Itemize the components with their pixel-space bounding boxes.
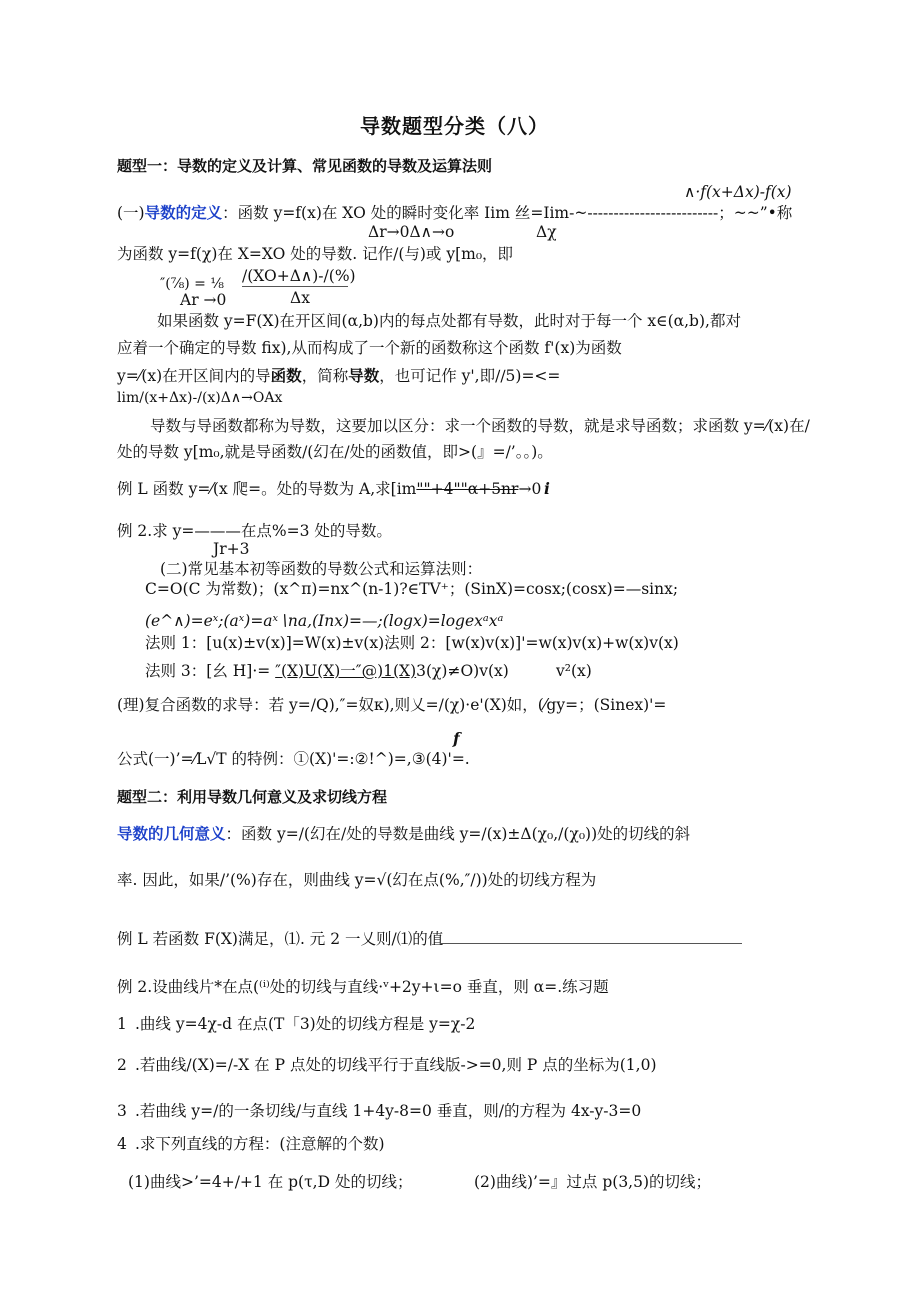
fraction-left-subscript: Ar →0 — [180, 291, 227, 309]
paragraph2-line4: lim/(x+Δx)-/(x)Δ∧→OAx — [117, 390, 283, 406]
paragraph2-line3 — [117, 366, 560, 386]
definition-line2: 为函数 y=f(χ)在 X=XO 处的导数. 记作/(与)或 y[m₀，即 — [117, 245, 514, 263]
q4-number: 4 — [117, 1135, 127, 1153]
p2-l3-d: 导数 — [348, 366, 380, 385]
p2-l3-c: ，简称 — [301, 367, 349, 385]
formula-line2: (e^∧)=eˣ;(aˣ)=aˣ∖na,(Inx)=—;(logx)=logexᵃxᵃ — [145, 612, 504, 630]
example1-b: ""+4""α+5nr — [416, 480, 519, 498]
rule-line1: 法则 1：[u(x)±v(x)]=W(x)±v(x)法则 2：[w(x)v(x)]'=w(x)v(x)+w(x)v(x) — [145, 634, 679, 652]
p2-l3-a: y=⁄(x)在开区间内的导 — [117, 367, 271, 385]
q3-number: 3 — [117, 1102, 127, 1120]
example1-i: i — [544, 479, 550, 498]
geometric-line2: 率. 因此，如果/’(%)存在，则曲线 y=√(幻在点(%,″/))处的切线方程为 — [117, 871, 597, 889]
fraction-numerator: /(XO+Δ∧)-/(%) — [242, 267, 356, 285]
section2-heading: 题型二：利用导数几何意义及求切线方程 — [117, 788, 388, 806]
definition-subscript-right: Δχ — [536, 223, 557, 241]
example2-line: 例 2.求 y=———在点%=3 处的导数。 — [117, 522, 392, 540]
rule3-a: 法则 3：[幺 H]·= — [145, 662, 276, 680]
q1-number: 1 — [117, 1015, 127, 1033]
p2-l3-b: 函数 — [270, 366, 302, 385]
example1-a: 例 L 函数 y=⁄(x 爬=。处的导数为 A,求[im — [117, 480, 417, 498]
fraction-denominator: Δx — [290, 289, 310, 307]
definition-line — [117, 203, 792, 223]
definition-prefix: (一) — [117, 204, 145, 222]
example1-c: →0 — [518, 480, 542, 498]
f-mark: f — [453, 729, 460, 748]
rule3-c: 3(χ)≠O)v(x) — [416, 662, 509, 680]
s2-example1: 例 L 若函数 F(X)满足，⑴. 元 2 一乂则/⑴的值 — [117, 930, 444, 948]
formula-special-line: 公式(一)’=⁄L√T 的特例：①(X)'=:②!^)=,③(4)'=. — [117, 750, 470, 768]
rule3-denominator: v²(x) — [556, 662, 592, 680]
paragraph2-line1: 如果函数 y=F(X)在开区间(α,b)内的每点处都有导数，此时对于每一个 x∈(α,b),都对 — [157, 312, 741, 330]
answer-blank-line — [440, 943, 742, 944]
s2-example2: 例 2.设曲线片*在点(⁽ⁱ⁾处的切线与直线·ᵛ+2y+ι=o 垂直，则 α=.练习题 — [117, 978, 609, 996]
q3-text: .若曲线 y=/的一条切线/与直线 1+4y-8=0 垂直，则/的方程为 4x-y-3=0 — [135, 1102, 642, 1120]
example2-denominator: Jr+3 — [213, 540, 250, 558]
geometric-label: 导数的几何意义 — [117, 825, 226, 843]
paragraph2-line2: 应着一个确定的导数 fix),从而构成了一个新的函数称这个函数 f'(x)为函数 — [117, 339, 622, 357]
definition-label: 导数的定义 — [144, 204, 223, 222]
section1-heading: 题型一：导数的定义及计算、常见函数的导数及运算法则 — [117, 157, 493, 175]
definition-subscript: Δr→0Δ∧→o — [368, 223, 455, 241]
p2-l3-e: ，也可记作 y',即∕∕5)=<= — [379, 367, 561, 385]
geometric-meaning-line — [117, 824, 690, 844]
q2-text: .若曲线/(X)=/-X 在 P 点处的切线平行于直线版->=0,则 P 点的坐标为(1,0) — [135, 1056, 657, 1074]
q4-part1: (1)曲线>’=4+/+1 在 p(τ,D 处的切线； — [128, 1173, 413, 1191]
paragraph3-line1: 导数与导函数都称为导数，这要加以区分：求一个函数的导数，就是求导函数；求函数 y=⁄(x)在/ — [150, 417, 810, 435]
fraction-bar — [242, 286, 348, 287]
example1-line — [117, 479, 541, 499]
definition-formula-top: ∧·f(x+Δx)-f(x) — [684, 183, 792, 201]
definition-colon: ： — [222, 204, 238, 222]
q2-number: 2 — [117, 1056, 127, 1074]
geometric-text: 函数 y=/(幻在/处的导数是曲线 y=/(x)±Δ(χ₀,/(χ₀))处的切线的斜 — [241, 825, 691, 843]
q1-text: .曲线 y=4χ-d 在点(T「3)处的切线方程是 y=χ-2 — [135, 1015, 476, 1033]
composite-line: (理)复合函数的求导：若 y=/Q),″=奴κ),则乂=/(χ)·e'(X)如，(⁄gy=；(Sinex)'= — [117, 696, 667, 714]
formula-line1: C=O(C 为常数)；(x^π)=nx^(n-1)?∈TV⁺；(SinX)=cosx;(cosx)=—sinx; — [145, 580, 679, 598]
paragraph3-line2: 处的导数 y[m₀,就是导函数/(幻在/处的函数值，即>(』=/’。。)。 — [117, 443, 553, 461]
q4-text: .求下列直线的方程：(注意解的个数) — [135, 1135, 385, 1153]
rule3-b: ″(X)U(X)一″@)1(X) — [275, 662, 417, 680]
subsection2-title: (二)常见基本初等函数的导数公式和运算法则： — [160, 560, 483, 578]
q4-part2: (2)曲线)’=』过点 p(3,5)的切线； — [474, 1173, 712, 1191]
fraction-left: ″(⅞) = ⅛ — [160, 276, 224, 292]
definition-text: 函数 y=f(x)在 XO 处的瞬时变化率 Iim 丝=Iim-~-------------------------；~~”•称 — [237, 204, 793, 222]
rule-line3 — [145, 661, 509, 681]
geometric-colon: ： — [225, 825, 242, 843]
page-title: 导数题型分类（八） — [360, 114, 549, 138]
